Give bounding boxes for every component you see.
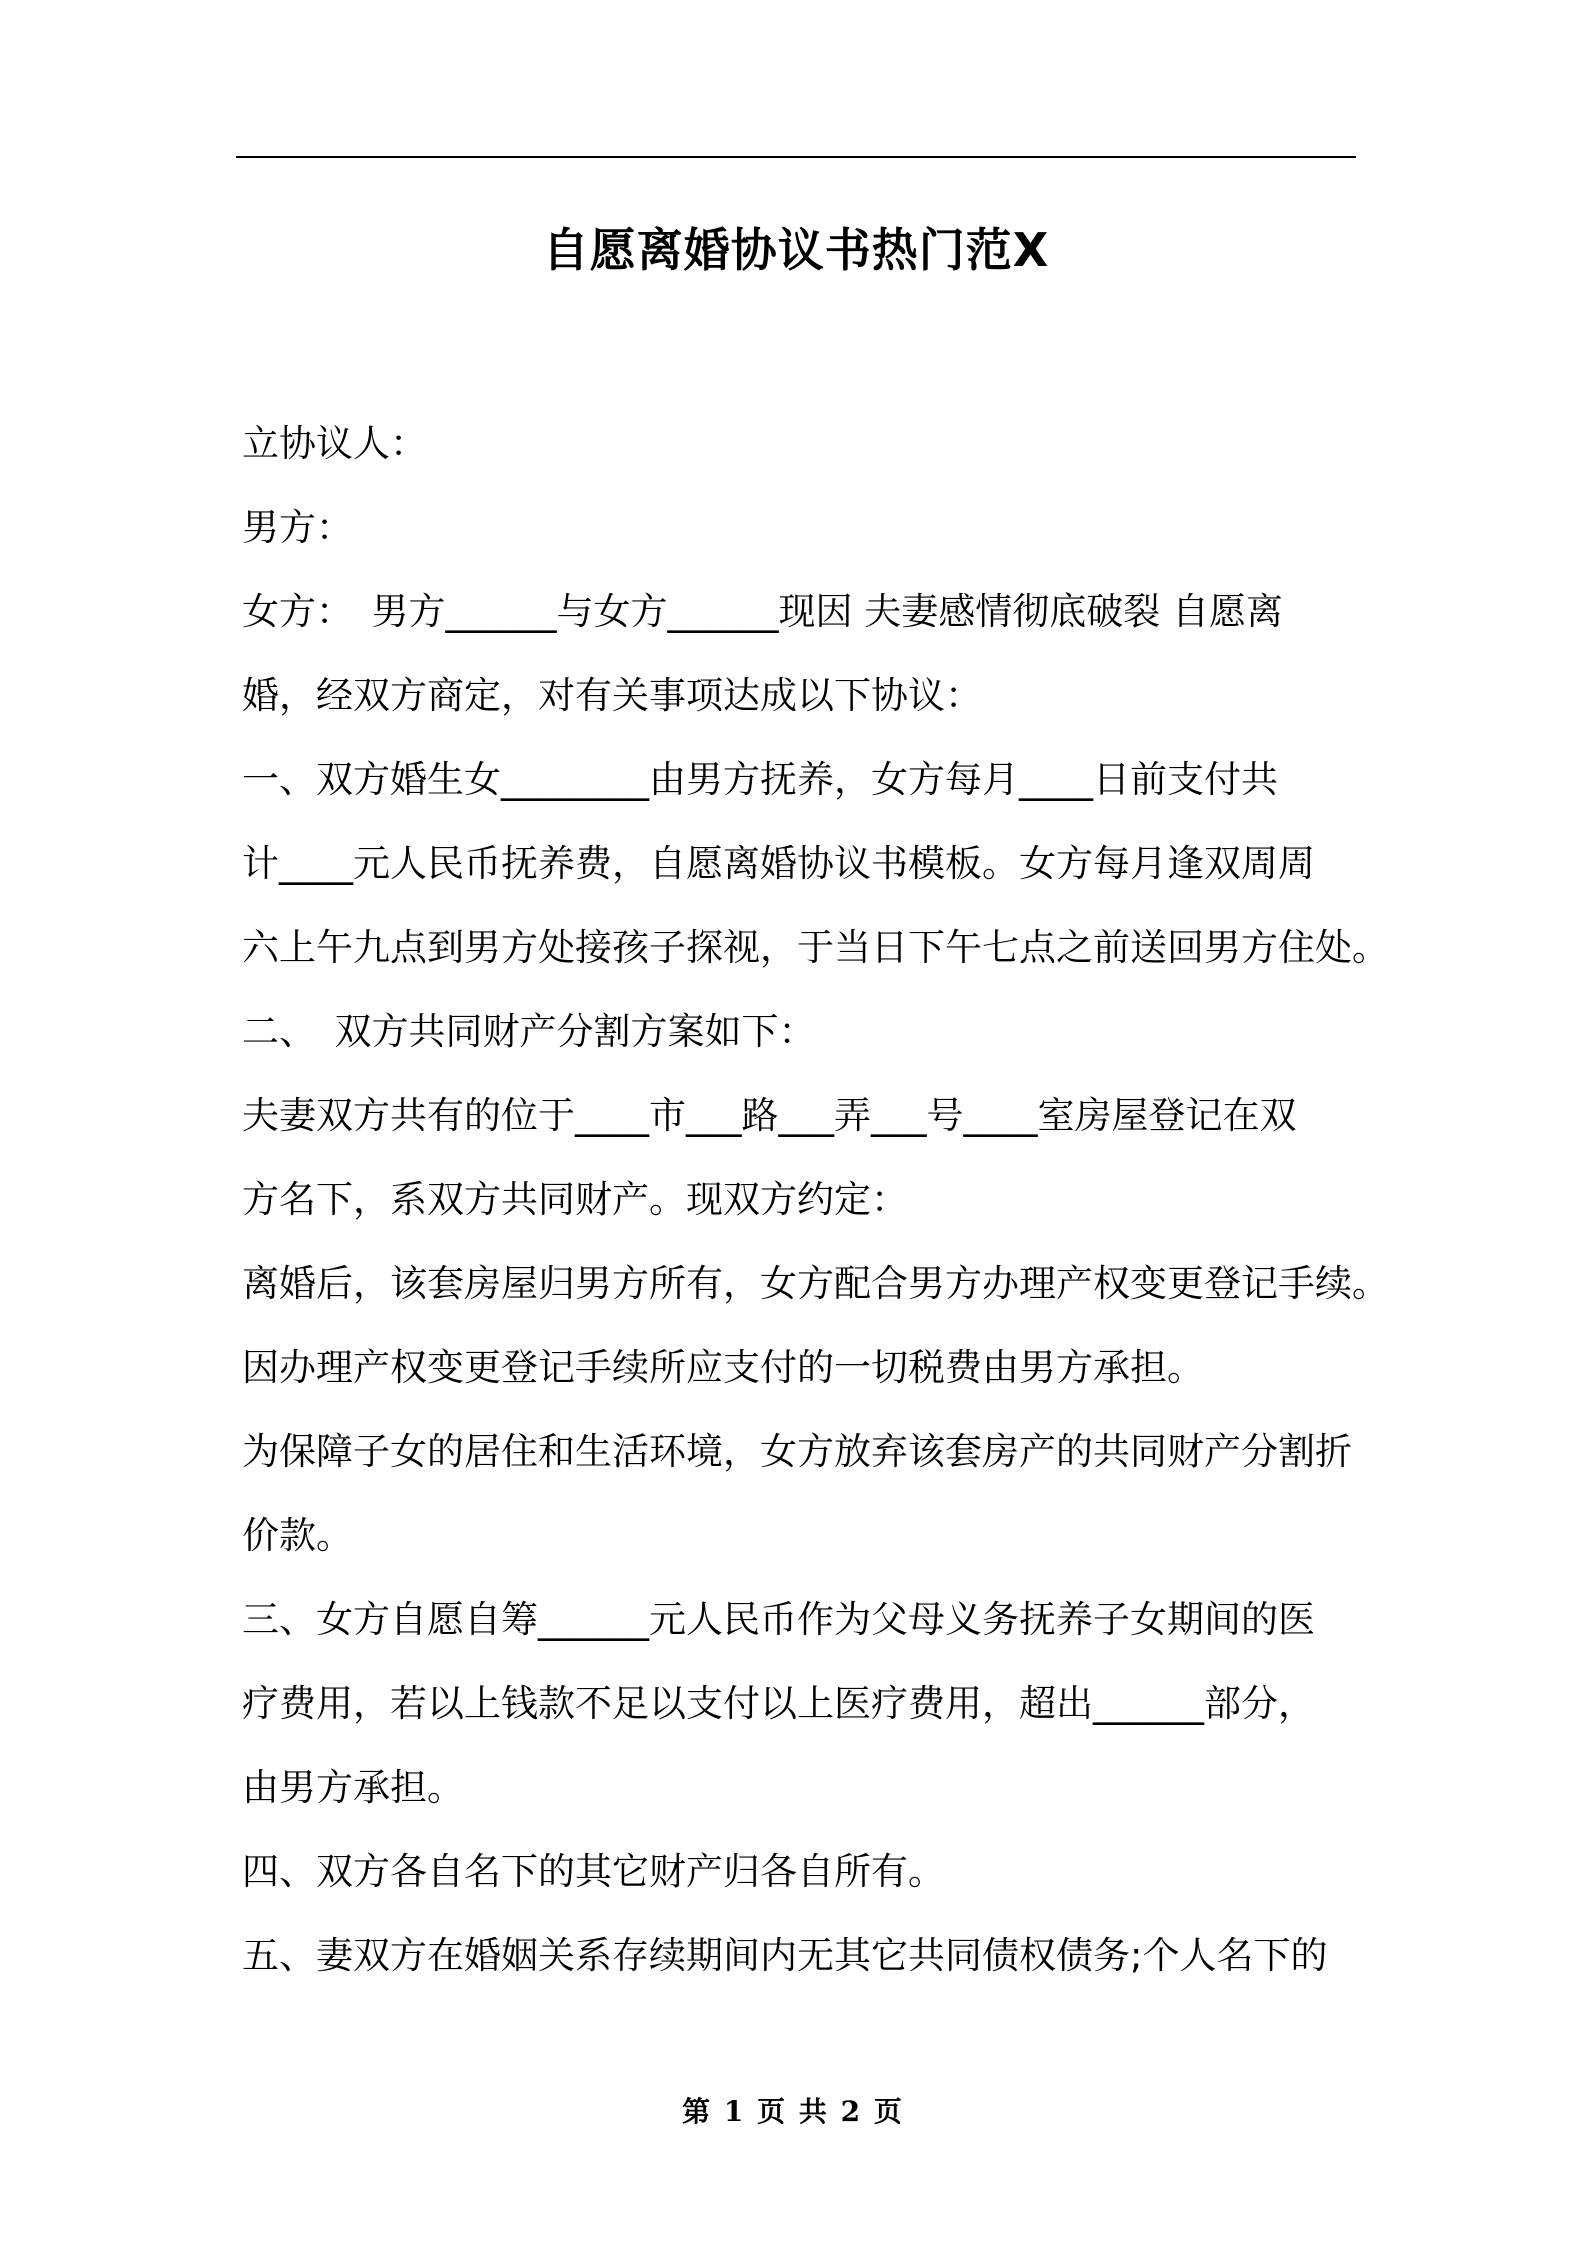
body-line: 夫妻双方共有的位于____市___路___弄___号____室房屋登记在双 [242,1094,1297,1137]
body-line: 为保障子女的居住和生活环境，女方放弃该套房产的共同财产分割折 [242,1430,1352,1473]
body-line: 六上午九点到男方处接孩子探视，于当日下午七点之前送回男方住处。 [242,926,1389,969]
body-line: 一、双方婚生女________由男方抚养，女方每月____日前支付共 [242,758,1278,801]
body-line: 由男方承担。 [242,1766,464,1809]
body-line: 因办理产权变更登记手续所应支付的一切税费由男方承担。 [242,1346,1204,1389]
document-title: 自愿离婚协议书热门范X [542,223,1050,277]
page-number-footer: 第 1 页 共 2 页 [682,2095,904,2128]
body-line: 男方： [242,506,353,549]
body-line: 三、女方自愿自筹______元人民币作为父母义务抚养子女期间的医 [242,1598,1315,1641]
document-body [242,402,1389,1998]
body-line: 价款。 [242,1514,353,1557]
header-rule [236,156,1356,158]
body-line: 立协议人： [242,422,427,465]
body-line: 计____元人民币抚养费，自愿离婚协议书模板。女方每月逢双周周 [242,842,1315,885]
body-line: 离婚后，该套房屋归男方所有，女方配合男方办理产权变更登记手续。 [242,1262,1389,1305]
body-line: 四、双方各自名下的其它财产归各自所有。 [242,1850,945,1893]
body-line: 婚，经双方商定，对有关事项达成以下协议： [242,674,982,717]
body-line: 疗费用，若以上钱款不足以支付以上医疗费用，超出______部分， [242,1682,1315,1725]
body-line: 二、 双方共同财产分割方案如下： [242,1010,816,1053]
body-line: 五、妻双方在婚姻关系存续期间内无其它共同债权债务;个人名下的 [242,1934,1328,1977]
body-line: 方名下，系双方共同财产。现双方约定： [242,1178,908,1221]
body-line: 女方： 男方______与女方______现因 夫妻感情彻底破裂 自愿离 [242,590,1284,633]
